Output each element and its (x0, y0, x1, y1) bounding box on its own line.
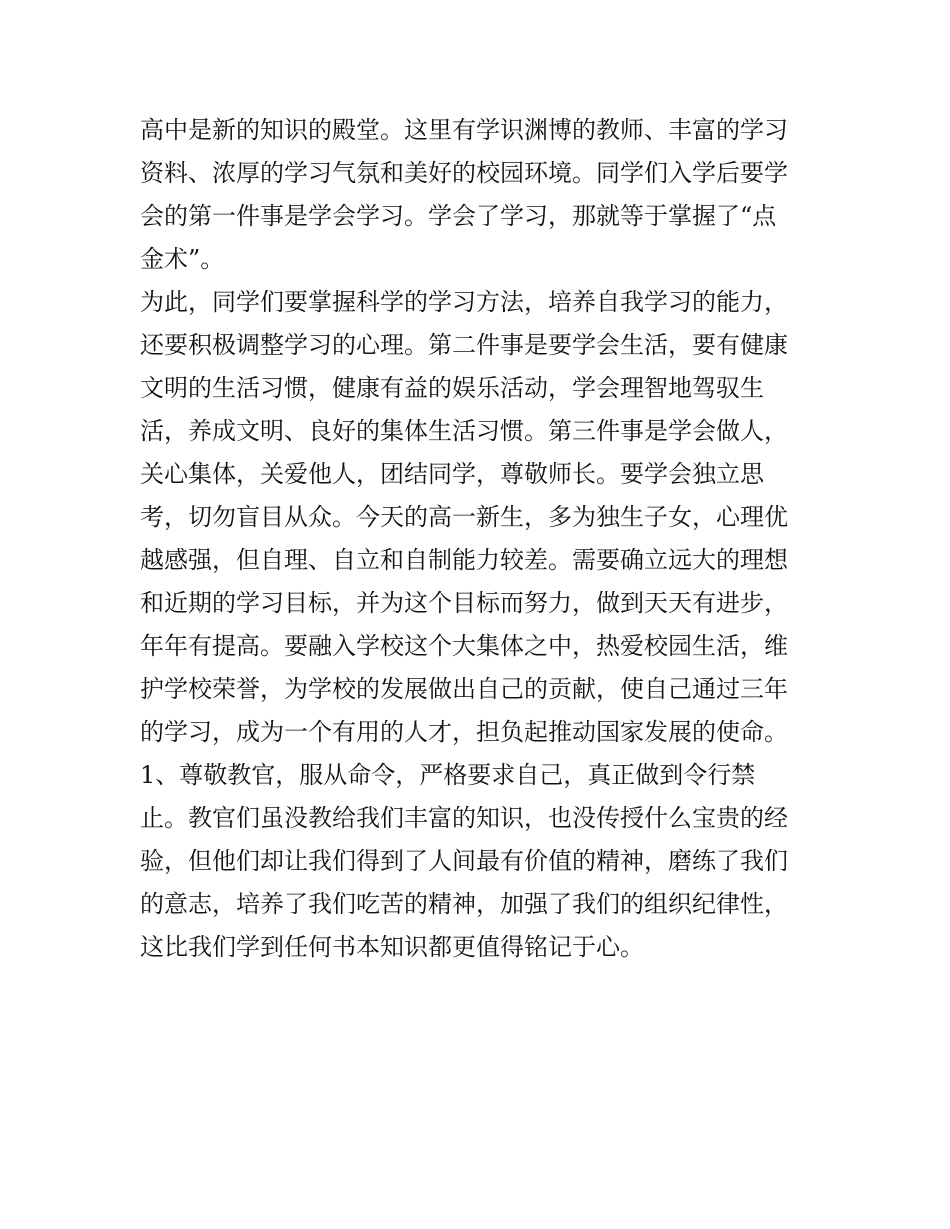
text-line: 年年有提高。要融入学校这个大集体之中，热爱校园生活，维 (140, 632, 788, 660)
text-line: 金术”。 (140, 245, 225, 273)
text-line: 越感强，但自理、自立和自制能力较差。需要确立远大的理想 (140, 546, 788, 574)
text-line: 关心集体，关爱他人，团结同学，尊敬师长。要学会独立思 (140, 460, 764, 488)
text-line: 的学习，成为一个有用的人才，担负起推动国家发展的使命。 (140, 718, 788, 746)
text-line: 资料、浓厚的学习气氛和美好的校园环境。同学们入学后要学 (140, 159, 788, 187)
text-line: 会的第一件事是学会学习。学会了学习，那就等于掌握了“点 (140, 202, 777, 230)
text-line: 的意志，培养了我们吃苦的精神，加强了我们的组织纪律性， (140, 890, 788, 918)
text-line: 这比我们学到任何书本知识都更值得铭记于心。 (140, 933, 644, 961)
text-line: 活，养成文明、良好的集体生活习惯。第三件事是学会做人， (140, 417, 788, 445)
text-line: 为此，同学们要掌握科学的学习方法，培养自我学习的能力， (140, 288, 788, 316)
text-line: 和近期的学习目标，并为这个目标而努力，做到天天有进步， (140, 589, 788, 617)
body-text (140, 109, 830, 969)
text-line: 还要积极调整学习的心理。第二件事是要学会生活，要有健康 (140, 331, 788, 359)
text-line: 考，切勿盲目从众。今天的高一新生，多为独生子女，心理优 (140, 503, 788, 531)
text-line: 止。教官们虽没教给我们丰富的知识，也没传授什么宝贵的经 (140, 804, 788, 832)
text-line: 文明的生活习惯，健康有益的娱乐活动，学会理智地驾驭生 (140, 374, 764, 402)
text-line: 高中是新的知识的殿堂。这里有学识渊博的教师、丰富的学习 (140, 116, 788, 144)
text-line: 护学校荣誉，为学校的发展做出自己的贡献，使自己通过三年 (140, 675, 788, 703)
text-line: 1、尊敬教官，服从命令，严格要求自己，真正做到令行禁 (140, 761, 756, 789)
text-line: 验，但他们却让我们得到了人间最有价值的精神，磨练了我们 (140, 847, 788, 875)
